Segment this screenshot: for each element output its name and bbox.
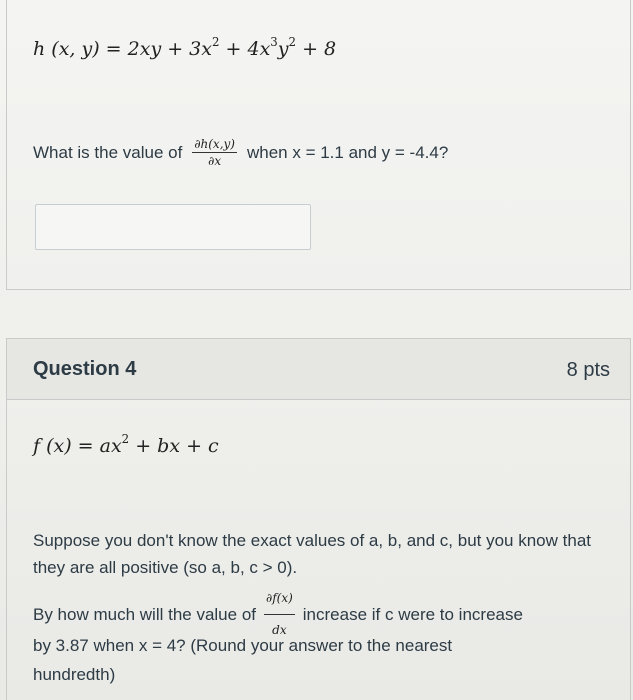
derivative-fraction: $\frac{\partial f(x)}{dx}$ — [264, 584, 295, 645]
question-4-card — [6, 338, 631, 700]
question-4-paragraph-1: Suppose you don't know the exact values of a, b, and c, but you know that they are all positive (so a, b, c > 0). — [33, 531, 591, 577]
question-points: 8 pts — [566, 359, 610, 381]
question-title: Question 4 — [33, 358, 137, 380]
function-f-equation: f $(x) = ax^2$ + bx + c — [33, 432, 219, 457]
question-3-body — [6, 0, 631, 290]
question-3-prompt: What is the value of $\frac{\partial h(x,y)}{\partial x}$ when x = 1.1 and y = -4.4? — [33, 137, 449, 168]
question-4-header — [7, 339, 630, 400]
answer-input[interactable] — [35, 204, 311, 250]
function-h-equation: h (x, $y) = 2xy + 3x^2 + 4x^3y^2 + 8$ — [33, 35, 337, 60]
partial-derivative-fraction: $\frac{\partial h(x,y)}{\partial x}$ — [194, 137, 235, 168]
question-4-paragraph-2: By how much will the value of $\frac{\partial f(x)}{dx}$ increase if c were to increase by 3.87 when x = 4? (Round your answer to the nearest hundredth) — [33, 597, 618, 689]
